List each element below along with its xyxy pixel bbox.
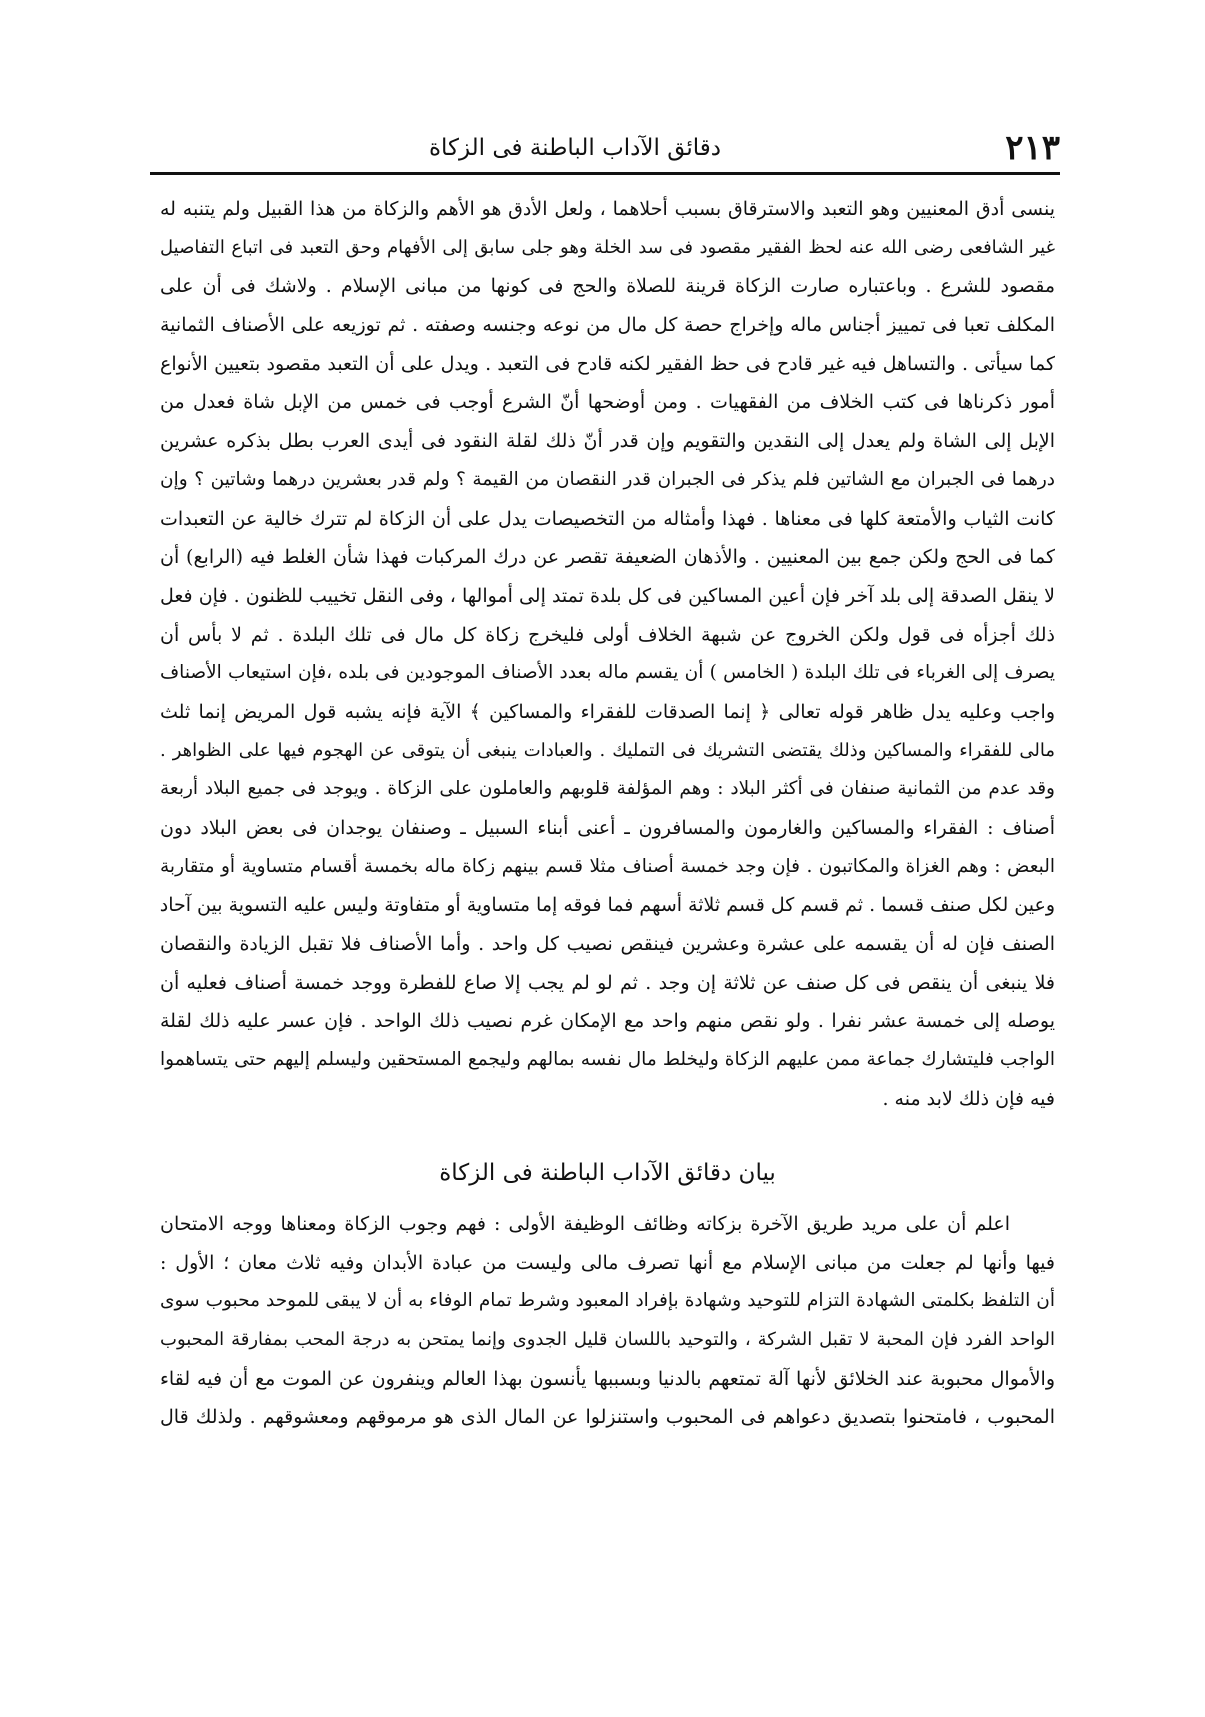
paragraph-1: [160, 190, 1055, 1119]
text-line: الواحد الفرد فإن المحبة لا تقبل الشركة ، والتوحيد باللسان قليل الجدوى وإنما يمتحن به درجة المحب بمفارقة المحبوب: [160, 1329, 1055, 1351]
text-line: درهما فى الجبران مع الشاتين فلم يذكر فى الجبران قدر النقصان من القيمة ؟ ولم قدر بعشرين درهما وشاتين ؟ وإن: [160, 468, 1055, 490]
text-line: الصنف فإن له أن يقسمه على عشرة وعشرين فينقص نصيب كل واحد . وأما الأصناف فلا تقبل الزيادة والنقصان: [160, 933, 1055, 956]
running-title: دقائق الآداب الباطنة فى الزكاة: [428, 135, 722, 161]
text-line: لا ينقل الصدقة إلى بلد آخر فإن أعين المساكين فى كل بلدة تمتد إلى أموالها ، وفى النقل تخييب للظنون . فإن فعل: [160, 584, 1055, 607]
page-header: [150, 128, 1060, 168]
page-number: ٢١٣: [1005, 128, 1060, 168]
text-line: فلا ينبغى أن ينقص فى كل صنف عن ثلاثة إن وجد . ثم لو لم يجب إلا صاع للفطرة ووجد خمسة أصناف فعليه أن: [160, 971, 1055, 994]
text-line: الإبل إلى الشاة ولم يعدل إلى النقدين والتقويم وإن قدر أنّ ذلك لقلة النقود فى أيدى العرب بطل بذكره عشرين: [160, 430, 1055, 453]
text-line: ينسى أدق المعنيين وهو التعبد والاسترقاق بسبب أحلاهما ، ولعل الأدق هو الأهم والزكاة من هذا القبيل ولم يتنبه له: [160, 198, 1055, 220]
text-line: الواجب فليتشارك جماعة ممن عليهم الزكاة وليخلط مال نفسه بمالهم وليجمع المستحقين وليسلم إليهم حتى يتساهموا: [160, 1049, 1055, 1071]
text-line: والأموال محبوبة عند الخلائق لأنها آلة تمتعهم بالدنيا وبسببها يأنسون بهذا العالم وينفرون عن الموت مع أن فيه لقاء: [160, 1367, 1055, 1390]
text-line: مقصود للشرع . وباعتباره صارت الزكاة قرينة للصلاة والحج فى كونها من مبانى الإسلام . ولاشك فى أن على: [160, 275, 1055, 298]
text-line: كانت الثياب والأمتعة كلها فى معناها . فهذا وأمثاله من التخصيصات يدل على أن الزكاة لم تترك خالية عن التعبدات: [160, 507, 1055, 530]
text-line: يوصله إلى خمسة عشر نفرا . ولو نقص منهم واحد مع الإمكان غرم نصيب ذلك الواحد . فإن عسر عليه ذلك لقلة: [160, 1010, 1055, 1033]
text-line: أن التلفظ بكلمتى الشهادة التزام للتوحيد وشهادة بإفراد المعبود وشرط تمام الوفاء به أن لا يبقى للموحد محبوب سوى: [160, 1290, 1055, 1312]
header-rule: [150, 172, 1060, 175]
text-line: المكلف تعبا فى تمييز أجناس ماله وإخراج حصة كل مال من نوعه وجنسه وصفته . ثم توزيعه على الأصناف الثمانية: [160, 314, 1055, 337]
text-line: فيه فإن ذلك لابد منه .: [882, 1087, 1055, 1110]
text-line: غير الشافعى رضى الله عنه لحظ الفقير مقصود فى سد الخلة وهو جلى سابق إلى الأفهام وحق التعبد فى اتباع التفاصيل: [160, 236, 1055, 258]
paragraph-2: [160, 1205, 1055, 1437]
text-line: أصناف : الفقراء والمساكين والغارمون والمسافرون ـ أعنى أبناء السبيل ـ وصنفان يوجدان فى بعض البلاد دون: [160, 817, 1055, 839]
text-line: وعين لكل صنف قسما . ثم قسم كل قسم ثلاثة أسهم فما فوقه إما متساوية أو متفاوتة وليس عليه التسوية بين آحاد: [160, 894, 1055, 917]
text-line: وقد عدم من الثمانية صنفان فى أكثر البلاد : وهم المؤلفة قلوبهم والعاملون على الزكاة . ويوجد فى جميع البلاد أربعة: [160, 778, 1055, 800]
text-line: اعلم أن على مريد طريق الآخرة بزكاته وظائف الوظيفة الأولى : فهم وجوب الزكاة ومعناها ووجه الامتحان: [160, 1213, 1010, 1235]
text-line: ذلك أجزأه فى قول ولكن الخروج عن شبهة الخلاف أولى فليخرج زكاة كل مال فى تلك البلدة . ثم لا بأس أن: [160, 623, 1055, 646]
text-line: كما سيأتى . والتساهل فيه غير قادح فى حظ الفقير لكنه قادح فى التعبد . ويدل على أن التعبد مقصود بتعيين الأنواع: [160, 352, 1055, 375]
text-line: فيها وأنها لم جعلت من مبانى الإسلام مع أنها تصرف مالى وليست من عبادة الأبدان وفيه ثلاث معان ؛ الأول :: [160, 1251, 1055, 1274]
text-line: يصرف إلى الغرباء فى تلك البلدة ( الخامس ) أن يقسم ماله بعدد الأصناف الموجودين فى بلده ،فإن استيعاب الأصناف: [160, 662, 1055, 684]
text-line: كما فى الحج ولكن جمع بين المعنيين . والأذهان الضعيفة تقصر عن درك المركبات فهذا شأن الغلط فيه (الرابع) أن: [160, 546, 1055, 569]
section-title: بيان دقائق الآداب الباطنة فى الزكاة: [439, 1160, 776, 1186]
text-line: واجب وعليه يدل ظاهر قوله تعالى ﴿ إنما الصدقات للفقراء والمساكين ﴾ الآية فإنه يشبه قول المريض إنما ثلث: [160, 700, 1055, 723]
text-line: البعض : وهم الغزاة والمكاتبون . فإن وجد خمسة أصناف مثلا قسم بينهم زكاة ماله بخمسة أقسام متساوية أو متقاربة: [160, 855, 1055, 877]
text-line: المحبوب ، فامتحنوا بتصديق دعواهم فى المحبوب واستنزلوا عن المال الذى هو مرموقهم ومعشوقهم . ولذلك قال: [160, 1406, 1055, 1429]
text-line: أمور ذكرناها فى كتب الخلاف من الفقهيات . ومن أوضحها أنّ الشرع أوجب فى خمس من الإبل شاة فعدل من: [160, 391, 1055, 414]
text-line: مالى للفقراء والمساكين وذلك يقتضى التشريك فى التمليك . والعبادات ينبغى أن يتوقى عن الهجوم فيها على الظواهر .: [160, 739, 1055, 761]
